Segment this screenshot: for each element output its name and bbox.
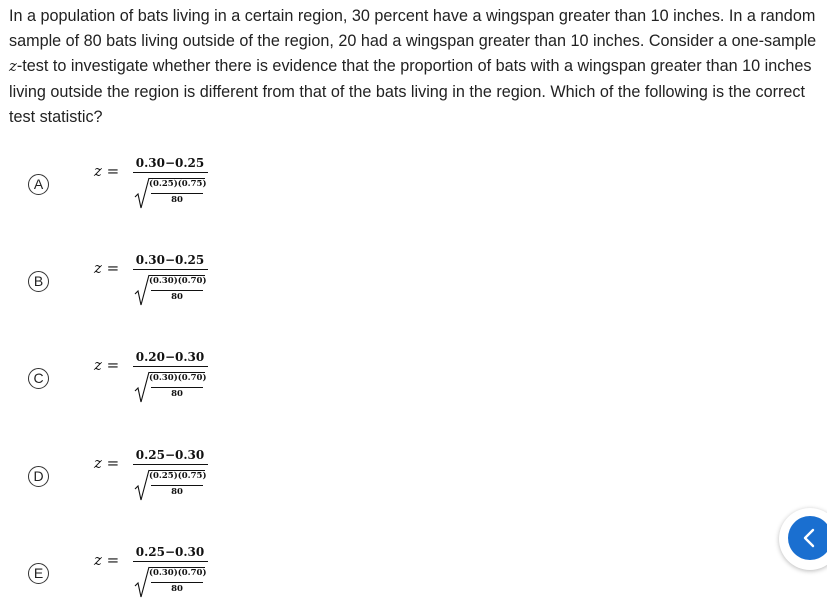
- radicand-fraction-bar: [151, 582, 203, 583]
- fraction-bar: [133, 269, 208, 270]
- z-symbol: z: [94, 551, 102, 569]
- numerator: 0.30−0.25: [135, 156, 205, 170]
- fraction-bar: [133, 172, 208, 173]
- fraction-bar: [133, 464, 208, 465]
- answer-choice-c[interactable]: [0, 344, 400, 414]
- choice-letter: D: [28, 466, 49, 487]
- side-panel-toggle-circle[interactable]: [788, 516, 827, 560]
- equals-sign: =: [101, 162, 120, 180]
- radical-sign: [134, 566, 150, 599]
- choice-letter: A: [28, 174, 49, 195]
- answer-choice-b[interactable]: [0, 247, 400, 317]
- z-equals: [94, 356, 119, 374]
- radicand-numerator: (0.30)(0.70): [149, 373, 207, 383]
- radical-sign: [134, 274, 150, 307]
- z-equals: [94, 551, 119, 569]
- answer-choice-a[interactable]: [0, 150, 400, 220]
- z-equals: [94, 454, 119, 472]
- z-symbol: z: [94, 259, 102, 277]
- z-symbol: z: [94, 356, 102, 374]
- numerator: 0.30−0.25: [135, 253, 205, 267]
- z-symbol: z: [94, 454, 102, 472]
- numerator: 0.20−0.30: [135, 350, 205, 364]
- fraction-bar: [133, 561, 208, 562]
- z-equals: [94, 162, 119, 180]
- z-symbol: z: [94, 162, 102, 180]
- radicand-denominator: 80: [171, 584, 183, 594]
- radicand-denominator: 80: [171, 292, 183, 302]
- radicand-fraction-bar: [151, 290, 203, 291]
- question-part-2: -test to investigate whether there is evidence that the proportion of bats with a wingspan greater than 10 inches living outside the region is different from that of the bats living in the region. Which of the following is the correct test statistic?: [9, 57, 812, 126]
- radicand-denominator: 80: [171, 487, 183, 497]
- radicand-fraction-bar: [151, 387, 203, 388]
- equals-sign: =: [101, 551, 120, 569]
- equals-sign: =: [101, 259, 120, 277]
- radicand-fraction-bar: [151, 193, 203, 194]
- radicand-denominator: 80: [171, 195, 183, 205]
- choice-letter: E: [28, 563, 49, 584]
- fraction-bar: [133, 366, 208, 367]
- radicand-denominator: 80: [171, 389, 183, 399]
- equals-sign: =: [101, 454, 120, 472]
- side-panel-toggle-button[interactable]: [779, 508, 827, 570]
- radicand-numerator: (0.30)(0.70): [149, 568, 207, 578]
- question-text: [9, 4, 821, 130]
- radicand-numerator: (0.25)(0.75): [149, 179, 207, 189]
- radical-sign: [134, 177, 150, 210]
- z-equals: [94, 259, 119, 277]
- question-part-1: In a population of bats living in a certain region, 30 percent have a wingspan greater than 10 inches. In a random sample of 80 bats living outside of the region, 20 had a wingspan greater than 10 inches. Consider a one-sample: [9, 7, 817, 51]
- radicand-numerator: (0.30)(0.70): [149, 276, 207, 286]
- numerator: 0.25−0.30: [135, 545, 205, 559]
- radical-sign: [134, 469, 150, 502]
- numerator: 0.25−0.30: [135, 448, 205, 462]
- chevron-left-icon: [801, 528, 819, 548]
- answer-choice-e[interactable]: [0, 539, 400, 609]
- choice-letter: B: [28, 271, 49, 292]
- choice-letter: C: [28, 368, 49, 389]
- answer-choice-d[interactable]: [0, 442, 400, 512]
- equals-sign: =: [101, 356, 120, 374]
- radical-sign: [134, 371, 150, 404]
- radicand-numerator: (0.25)(0.75): [149, 471, 207, 481]
- radicand-fraction-bar: [151, 485, 203, 486]
- question-variable: z: [9, 57, 17, 76]
